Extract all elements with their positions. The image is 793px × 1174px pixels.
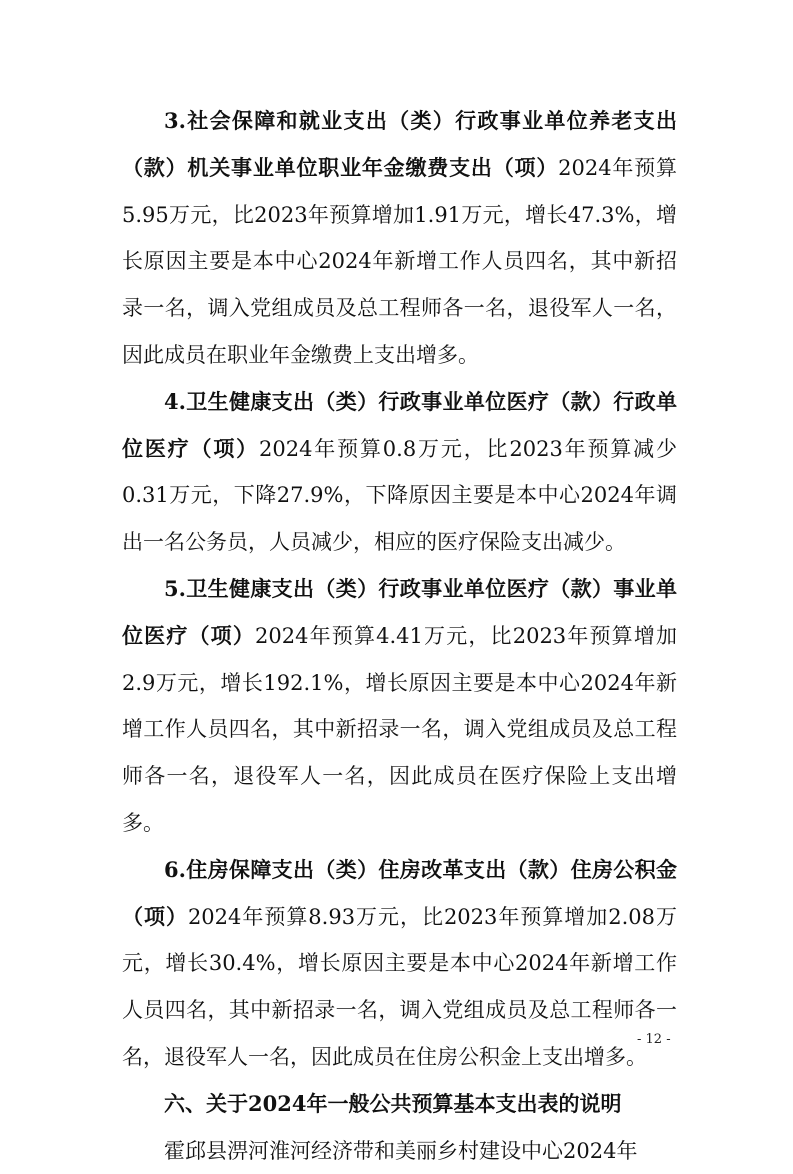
paragraph-item-5 [122, 566, 677, 847]
section-intro-text: 霍邱县淠河淮河经济带和美丽乡村建设中心2024年 [164, 1138, 638, 1163]
item-6-body: 2024年预算8.93万元，比2023年预算增加2.08万元，增长30.4%，增长原因主要是本中心2024年新增工作人员四名，其中新招录一名，调入党组成员及总工程师各一名，退役军人一名，因此成员在住房公积金上支出增多。 [122, 904, 677, 1069]
item-4-lead: 4.卫生健康支出（类）行政事业单位医疗（款）行政单位医疗（项） [122, 388, 677, 461]
section-intro [122, 1128, 677, 1174]
item-4-body: 2024年预算0.8万元，比2023年预算减少0.31万元，下降27.9%，下降原因主要是本中心2024年调出一名公务员，人员减少，相应的医疗保险支出减少。 [122, 436, 677, 555]
paragraph-item-6 [122, 847, 677, 1081]
paragraph-item-3 [122, 98, 677, 379]
document-body [122, 98, 677, 1174]
item-5-lead: 5.卫生健康支出（类）行政事业单位医疗（款）事业单位医疗（项） [122, 575, 677, 648]
section-heading-text: 六、关于2024年一般公共预算基本支出表的说明 [164, 1090, 622, 1116]
item-5-body: 2024年预算4.41万元，比2023年预算增加2.9万元，增长192.1%，增长原因主要是本中心2024年新增工作人员四名，其中新招录一名，调入党组成员及总工程师各一名，退役军人一名，因此成员在医疗保险上支出增多。 [122, 623, 677, 835]
item-6-lead: 6.住房保障支出（类）住房改革支出（款）住房公积金（项） [122, 856, 677, 929]
paragraph-item-4 [122, 379, 677, 566]
section-heading [122, 1081, 677, 1128]
item-3-lead: 3.社会保障和就业支出（类）行政事业单位养老支出（款）机关事业单位职业年金缴费支出（项） [122, 108, 677, 180]
page-number: - 12 - [637, 1032, 671, 1047]
item-3-body: 2024年预算5.95万元，比2023年预算增加1.91万元，增长47.3%，增长原因主要是本中心2024年新增工作人员四名，其中新招录一名，调入党组成员及总工程师各一名，退役军人一名，因此成员在职业年金缴费上支出增多。 [122, 155, 678, 367]
